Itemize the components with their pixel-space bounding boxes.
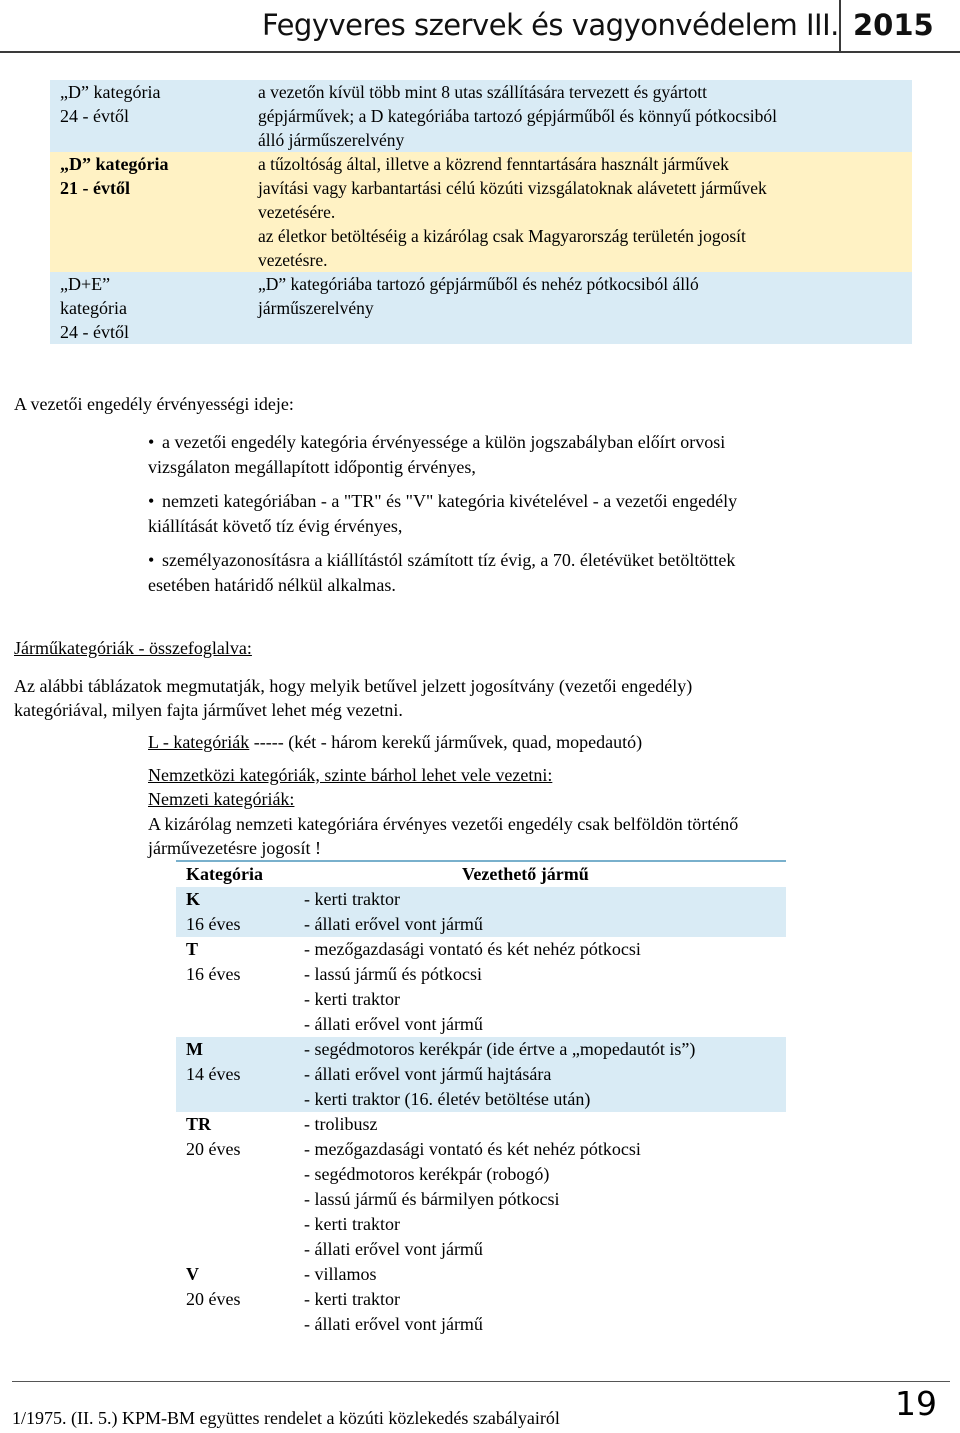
vehicle-line: - kerti traktor (304, 989, 400, 1009)
category-code: TR (186, 1114, 212, 1134)
d-category-table (50, 80, 912, 344)
validity-heading: A vezetői engedély érvényességi ideje: (14, 394, 294, 414)
summary-intro-line-2: kategóriával, milyen fajta járművet lehet még vezetni. (14, 700, 403, 720)
page-header (0, 0, 960, 56)
header-year: 2015 (853, 8, 934, 42)
category-code: T (186, 939, 199, 959)
description-line: járműszerelvény (258, 298, 374, 318)
header-divider (839, 0, 841, 52)
bullet-text: nemzeti kategóriában - a "TR" és "V" kategória kivételével - a vezetői engedély (162, 491, 738, 511)
vehicle-line: - kerti traktor (304, 1289, 400, 1309)
vehicle-line: - segédmotoros kerékpár (robogó) (304, 1164, 550, 1184)
description-line: az életkor betöltéséig a kizárólag csak Magyarország területén jogosít (258, 226, 746, 246)
vehicle-line: - lassú jármű és bármilyen pótkocsi (304, 1189, 560, 1209)
vehicle-line: - állati erővel vont jármű (304, 914, 483, 934)
description-line: „D” kategóriába tartozó gépjárműből és nehéz pótkocsiból álló (258, 274, 699, 294)
vehicle-line: - állati erővel vont jármű (304, 1014, 483, 1034)
category-line: „D+E” kategória (60, 274, 127, 318)
vehicle-line: - kerti traktor (304, 889, 400, 909)
category-age: 20 éves (186, 1139, 241, 1159)
table-row (176, 1262, 786, 1337)
category-cell (176, 1037, 304, 1112)
table-row (50, 152, 912, 272)
bullet-text: kiállítását követő tíz évig érvényes, (148, 516, 403, 536)
national-desc-line-2: járművezetésre jogosít ! (148, 838, 321, 858)
table-row (176, 1112, 786, 1262)
table-row (50, 272, 912, 344)
summary-heading: Járműkategóriák - összefoglalva: (14, 638, 252, 658)
vehicle-line: - mezőgazdasági vontató és két nehéz pótkocsi (304, 939, 641, 959)
national-categories-heading: Nemzeti kategóriák: (148, 789, 295, 809)
bullet-text: személyazonosításra a kiállítástól számított tíz évig, a 70. életévüket betöltöttek (162, 550, 736, 570)
description-line: vezetésre. (258, 250, 328, 270)
category-age: 16 éves (186, 964, 241, 984)
table-row (176, 1037, 786, 1112)
vehicle-line: - állati erővel vont jármű (304, 1239, 483, 1259)
l-category-link[interactable]: L - kategóriák (148, 732, 250, 752)
footer-source: 1/1975. (II. 5.) KPM-BM együttes rendelet a közúti közlekedés szabályairól (12, 1408, 560, 1428)
category-cell (176, 1112, 304, 1262)
category-line: 24 - évtől (60, 106, 129, 126)
header-rule (0, 51, 960, 53)
vehicle-line: - mezőgazdasági vontató és két nehéz pótkocsi (304, 1139, 641, 1159)
description-cell (180, 272, 912, 344)
bullet-text: vizsgálaton megállapított időpontig érvényes, (148, 457, 476, 477)
bullet-icon: • (148, 491, 155, 511)
bullet-icon: • (148, 550, 155, 570)
vehicle-cell (304, 1112, 786, 1262)
category-cell (50, 272, 180, 344)
list-item (148, 430, 848, 480)
vehicle-cell (304, 1262, 786, 1337)
bullet-icon: • (148, 432, 155, 452)
footer-rule (12, 1381, 950, 1382)
vehicle-line: - állati erővel vont jármű (304, 1314, 483, 1334)
category-code: K (186, 889, 201, 909)
l-category-line (148, 730, 642, 754)
category-cell (50, 80, 180, 152)
vehicle-cell (304, 1037, 786, 1112)
category-line: 21 - évtől (60, 178, 130, 198)
vehicle-line: - kerti traktor (16. életév betöltése után) (304, 1089, 591, 1109)
col-header-category: Kategória (186, 864, 263, 884)
description-line: gépjárművek; a D kategóriába tartozó gépjárműből és könnyű pótkocsiból (258, 106, 778, 126)
table-row (50, 80, 912, 152)
vehicle-line: - trolibusz (304, 1114, 378, 1134)
vehicle-line: - segédmotoros kerékpár (ide értve a „mopedautót is”) (304, 1039, 696, 1059)
list-item (148, 489, 848, 539)
category-cell (176, 887, 304, 937)
category-line: „D” kategória (60, 82, 161, 102)
vehicle-line: - kerti traktor (304, 1214, 400, 1234)
description-line: javítási vagy karbantartási célú közúti vizsgálatoknak alávetett járművek (258, 178, 767, 198)
category-code: V (186, 1264, 199, 1284)
summary-intro-line-1: Az alábbi táblázatok megmutatják, hogy melyik betűvel jelzett jogosítvány (vezetői engedély) (14, 676, 693, 696)
table-row (176, 887, 786, 937)
description-cell (180, 80, 912, 152)
description-line: a tűzoltóság által, illetve a közrend fenntartására használt járművek (258, 154, 729, 174)
category-cell (176, 1262, 304, 1337)
category-line: „D” kategória (60, 154, 169, 174)
bullet-text: a vezetői engedély kategória érvényessége a külön jogszabályban előírt orvosi (162, 432, 726, 452)
description-cell (180, 152, 912, 272)
category-line: 24 - évtől (60, 322, 129, 342)
header-title: Fegyveres szervek és vagyonvédelem III. (262, 8, 839, 42)
table-row (176, 937, 786, 1037)
vehicle-line: - lassú jármű és pótkocsi (304, 964, 482, 984)
category-cell (176, 937, 304, 1037)
category-age: 14 éves (186, 1064, 241, 1084)
category-age: 20 éves (186, 1289, 241, 1309)
national-categories-table (176, 860, 786, 1337)
l-category-desc: ----- (két - három kerekű járművek, quad, mopedautó) (249, 732, 643, 752)
col-header-vehicle: Vezethető jármű (462, 864, 589, 884)
list-item (148, 548, 848, 598)
category-age: 16 éves (186, 914, 241, 934)
page-number: 19 (895, 1384, 937, 1423)
description-line: a vezetőn kívül több mint 8 utas szállítására tervezett és gyártott (258, 82, 708, 102)
category-cell (50, 152, 180, 272)
vehicle-line: - állati erővel vont jármű hajtására (304, 1064, 552, 1084)
national-desc-line-1: A kizárólag nemzeti kategóriára érvényes vezetői engedély csak belföldön történő (148, 814, 739, 834)
bullet-text: esetében határidő nélkül alkalmas. (148, 575, 396, 595)
international-categories-heading: Nemzetközi kategóriák, szinte bárhol lehet vele vezetni: (148, 765, 553, 785)
vehicle-cell (304, 937, 786, 1037)
vehicle-cell (304, 887, 786, 937)
validity-list (148, 430, 848, 607)
description-line: álló járműszerelvény (258, 130, 405, 150)
table-header-row (176, 862, 786, 887)
category-code: M (186, 1039, 203, 1059)
vehicle-line: - villamos (304, 1264, 377, 1284)
description-line: vezetésére. (258, 202, 336, 222)
